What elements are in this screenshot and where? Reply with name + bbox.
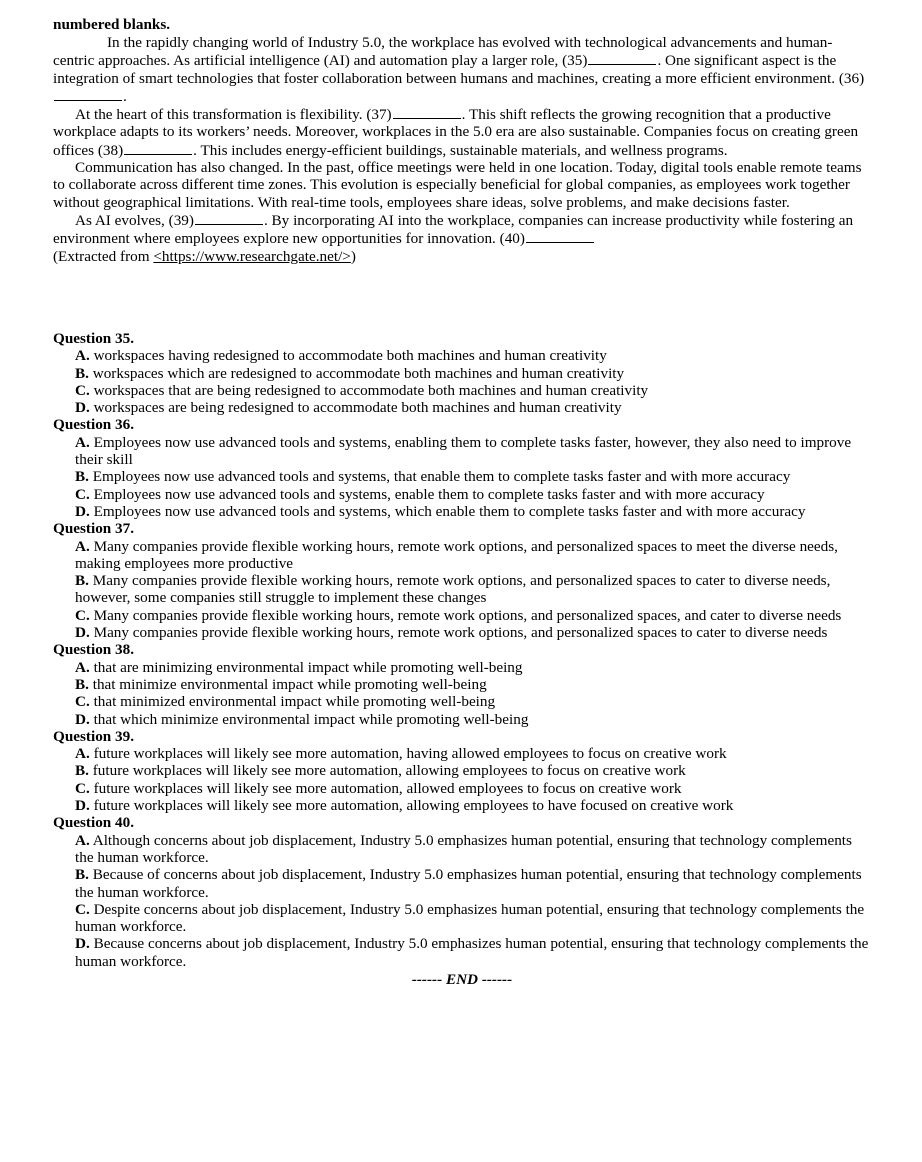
blank-36 xyxy=(54,87,122,101)
option-text: that minimized environmental impact while promoting well-being xyxy=(93,693,496,711)
option-letter: C. xyxy=(75,900,90,918)
option-text: future workplaces will likely see more automation, allowed employees to focus on creative work xyxy=(93,779,682,797)
question-title: Question 39. xyxy=(53,727,135,745)
option-letter: B. xyxy=(75,364,89,382)
reading-passage xyxy=(53,34,871,265)
source-suffix: ) xyxy=(350,247,356,265)
option-text: that which minimize environmental impact while promoting well-being xyxy=(93,710,529,728)
answer-option[interactable] xyxy=(75,434,871,469)
option-text: that minimize environmental impact while promoting well-being xyxy=(92,675,487,693)
answer-option[interactable] xyxy=(75,624,871,641)
option-text: Many companies provide flexible working hours, remote work options, and personalized spaces to meet the diverse needs, making employees more productive xyxy=(75,537,838,572)
option-letter: A. xyxy=(75,347,90,365)
option-text: future workplaces will likely see more automation, having allowed employees to focus on creative work xyxy=(93,745,727,763)
option-letter: D. xyxy=(75,935,90,953)
option-letter: A. xyxy=(75,537,90,555)
option-letter: A. xyxy=(75,745,90,763)
end-marker: ------ END ------ xyxy=(411,970,513,988)
passage-text: At the heart of this transformation is flexibility. (37) xyxy=(75,106,392,124)
blank-38 xyxy=(124,141,192,155)
option-letter: B. xyxy=(75,468,89,486)
option-letter: D. xyxy=(75,502,90,520)
passage-text: . xyxy=(123,87,127,105)
answer-option[interactable] xyxy=(75,832,871,867)
answer-option[interactable] xyxy=(75,797,871,814)
answer-option[interactable] xyxy=(75,382,871,399)
passage-paragraph-4 xyxy=(53,211,871,248)
answer-option[interactable] xyxy=(75,486,871,503)
option-text: Many companies provide flexible working hours, remote work options, and personalized spaces to cater to diverse needs, however, some companies still struggle to implement these changes xyxy=(75,572,831,607)
passage-text: . This shift reflects the growing recognition that a productive workplace adapts to its workers’ needs. Moreover, workplaces in the 5.0 era are also sustainable. Companies focus on creating green offices (38) xyxy=(53,106,859,159)
option-text: Because concerns about job displacement, Industry 5.0 emphasizes human potential, ensuring that technology complements the human workforce. xyxy=(75,935,869,970)
passage-paragraph-3: Communication has also changed. In the past, office meetings were held in one location. Today, digital tools enable remote teams to collaborate across different time zones. This evolution is especially beneficial for global companies, as employees work together without geographical limitations. With real-time tools, employees share ideas, solve problems, and make decisions faster. xyxy=(53,159,862,211)
option-letter: D. xyxy=(75,624,90,642)
answer-option[interactable] xyxy=(75,538,871,573)
question-title: Question 37. xyxy=(53,520,135,538)
option-text: Employees now use advanced tools and systems, enable them to complete tasks faster and with more accuracy xyxy=(93,485,765,503)
question-title: Question 40. xyxy=(53,814,135,832)
answer-option[interactable] xyxy=(75,901,871,936)
passage-text: . By incorporating AI into the workplace, companies can increase productivity while fostering an environment where employees explore new opportunities for innovation. (40) xyxy=(53,211,854,248)
option-text: Because of concerns about job displacement, Industry 5.0 emphasizes human potential, ensuring that technology complements the human workforce. xyxy=(75,866,862,901)
answer-option[interactable] xyxy=(75,365,871,382)
answer-option[interactable] xyxy=(75,745,871,762)
passage-paragraph-1 xyxy=(53,34,871,105)
option-letter: D. xyxy=(75,797,90,815)
option-text: Despite concerns about job displacement, Industry 5.0 emphasizes human potential, ensuring that technology complements the human workforce. xyxy=(75,900,865,936)
option-text: Many companies provide flexible working hours, remote work options, and personalized spaces, and cater to diverse needs xyxy=(93,606,842,624)
answer-option[interactable] xyxy=(75,572,871,607)
option-text: future workplaces will likely see more automation, allowing employees to have focused on creative work xyxy=(93,797,734,815)
answer-option[interactable] xyxy=(75,935,871,970)
option-letter: D. xyxy=(75,399,90,417)
option-letter: A. xyxy=(75,831,90,849)
answer-option[interactable] xyxy=(75,711,871,728)
option-letter: A. xyxy=(75,433,90,451)
blank-35 xyxy=(588,51,656,65)
option-text: Although concerns about job displacement, Industry 5.0 emphasizes human potential, ensuring that technology complements the human workforce. xyxy=(75,831,852,866)
option-text: workspaces which are redesigned to accommodate both machines and human creativity xyxy=(92,364,625,382)
answer-option[interactable] xyxy=(75,347,871,364)
source-citation xyxy=(53,248,871,265)
option-text: future workplaces will likely see more automation, allowing employees to focus on creative work xyxy=(92,762,686,780)
option-text: Employees now use advanced tools and systems, that enable them to complete tasks faster and with more accuracy xyxy=(92,468,791,486)
option-letter: A. xyxy=(75,658,90,676)
blank-39 xyxy=(195,211,263,225)
blank-37 xyxy=(393,105,461,119)
section-heading: numbered blanks. xyxy=(53,16,171,33)
option-letter: B. xyxy=(75,675,89,693)
option-text: that are minimizing environmental impact while promoting well-being xyxy=(93,658,523,676)
option-letter: D. xyxy=(75,710,90,728)
question-list xyxy=(53,330,871,988)
option-text: Many companies provide flexible working hours, remote work options, and personalized spaces to cater to diverse needs xyxy=(93,624,828,642)
answer-option[interactable] xyxy=(75,866,871,901)
answer-option[interactable] xyxy=(75,762,871,779)
answer-option[interactable] xyxy=(75,693,871,710)
passage-text: As AI evolves, (39) xyxy=(75,211,194,229)
option-letter: C. xyxy=(75,485,90,503)
question-title: Question 38. xyxy=(53,641,135,659)
option-letter: C. xyxy=(75,693,90,711)
passage-text: . One significant aspect is the integration of smart technologies that foster collaboration between humans and machines, creating a more efficient environment. (36) xyxy=(53,52,865,87)
passage-text: . This includes energy-efficient buildings, sustainable materials, and wellness programs. xyxy=(193,141,728,159)
answer-option[interactable] xyxy=(75,780,871,797)
answer-option[interactable] xyxy=(75,503,871,520)
source-prefix: (Extracted from xyxy=(53,247,154,265)
option-text: workspaces having redesigned to accommodate both machines and human creativity xyxy=(93,347,607,365)
passage-text: In the rapidly changing world of Industry 5.0, the workplace has evolved with technological advancements and human-centric approaches. As artificial intelligence (AI) and automation play a larger role, (35) xyxy=(53,34,833,70)
option-letter: B. xyxy=(75,762,89,780)
option-letter: C. xyxy=(75,606,90,624)
answer-option[interactable] xyxy=(75,659,871,676)
option-letter: C. xyxy=(75,779,90,797)
option-letter: C. xyxy=(75,381,90,399)
question-title: Question 35. xyxy=(53,330,135,347)
answer-option[interactable] xyxy=(75,399,871,416)
blank-40 xyxy=(526,229,594,243)
answer-option[interactable] xyxy=(75,607,871,624)
option-text: Employees now use advanced tools and systems, enabling them to complete tasks faster, however, they also need to improve their skill xyxy=(75,433,852,469)
option-letter: B. xyxy=(75,866,89,884)
answer-option[interactable] xyxy=(75,468,871,485)
passage-paragraph-2 xyxy=(53,105,871,159)
source-link[interactable]: <https://www.researchgate.net/> xyxy=(153,247,351,265)
question-title: Question 36. xyxy=(53,416,135,434)
answer-option[interactable] xyxy=(75,676,871,693)
option-text: Employees now use advanced tools and systems, which enable them to complete tasks faster and with more accuracy xyxy=(93,502,806,520)
option-letter: B. xyxy=(75,572,89,590)
option-text: workspaces that are being redesigned to accommodate both machines and human creativity xyxy=(93,381,649,399)
option-text: workspaces are being redesigned to accommodate both machines and human creativity xyxy=(93,399,622,417)
